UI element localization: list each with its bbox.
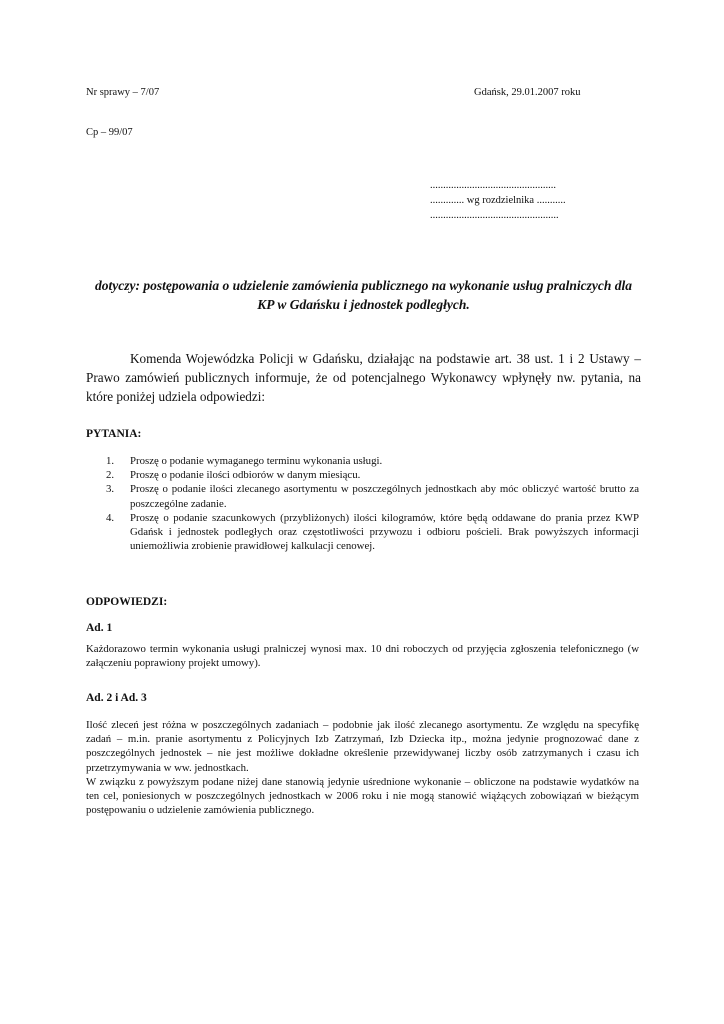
question-number: 2. xyxy=(106,469,115,482)
question-text: Proszę o podanie ilości odbiorów w danym miesiącu. xyxy=(130,469,361,482)
list-item xyxy=(86,482,639,510)
answer-1-text: Każdorazowo termin wykonania usługi pralniczej wynosi max. 10 dni roboczych od przyjęcia zgłoszenia telefonicznego (w załączeniu poprawiony projekt umowy). xyxy=(86,643,639,670)
question-number: 3. xyxy=(106,483,115,496)
distribution-line-1: ................................................ xyxy=(430,180,556,191)
place-and-date: Gdańsk, 29.01.2007 roku xyxy=(474,87,581,98)
list-item xyxy=(86,511,639,554)
list-item xyxy=(86,468,639,482)
distribution-line-2: ............. wg rozdzielnika ........... xyxy=(430,195,566,206)
question-text: Proszę o podanie ilości zlecanego asortymentu w poszczególnych jednostkach aby móc obliczyć wartość brutto za poszczególne zadanie. xyxy=(130,483,639,510)
answer-1-heading: Ad. 1 xyxy=(86,622,113,634)
distribution-line-3: ................................................. xyxy=(430,210,559,221)
questions-heading: PYTANIA: xyxy=(86,428,142,440)
answer-2-3-heading: Ad. 2 i Ad. 3 xyxy=(86,692,147,704)
question-text: Proszę o podanie szacunkowych (przybliżonych) ilości kilogramów, które będą oddawane do prania przez KWP Gdańsk i jednostek podległych oraz częstotliwości przywozu i odbioru pościeli. Brak powyższych informacji uniemożliwia zrobienie prawidłowej kalkulacji cenowej. xyxy=(130,511,639,553)
answer-2-3-paragraph-1: Ilość zleceń jest różna w poszczególnych zadaniach – podobnie jak ilość zlecanego asortymentu. Ze względu na specyfikę zadań – m.in. pranie asortymentu z Policyjnych Izb Zatrzymań, Izb Dziecka itp., można jedynie prognozować dane z poszczególnych jednostek – nie jest możliwe dokładne określenie przewidywanej liczby osób zatrzymanych i czasu ich przetrzymywania w ww. jednostkach. xyxy=(86,719,639,774)
subject-heading: dotyczy: postępowania o udzielenie zamówienia publicznego na wykonanie usług pralniczych dla KP w Gdańsku i jednostek podległych. xyxy=(94,278,633,312)
list-item xyxy=(86,454,639,468)
question-text: Proszę o podanie wymaganego terminu wykonania usługi. xyxy=(130,455,383,467)
answers-heading: ODPOWIEDZI: xyxy=(86,596,168,608)
cp-number: Cp – 99/07 xyxy=(86,127,133,138)
answer-2-3-paragraph-2: W związku z powyższym podane niżej dane stanowią jedynie uśrednione wykonanie – obliczone na podstawie wydatków na ten cel, poniesionych w poszczególnych jednostkach w 2006 roku i nie mogą stanowić wiążących zobowiązań w bieżącym postępowaniu o udzielenie zamówienia publicznego. xyxy=(86,775,639,817)
intro-paragraph: Komenda Wojewódzka Policji w Gdańsku, działając na podstawie art. 38 ust. 1 i 2 Ustawy – Prawo zamówień publicznych informuje, że od potencjalnego Wykonawcy wpłynęły nw. pytania, na które poniżej udziela odpowiedzi: xyxy=(86,351,641,404)
case-number: Nr sprawy – 7/07 xyxy=(86,87,160,98)
question-number: 4. xyxy=(106,511,115,524)
answer-2-3-body xyxy=(86,718,639,817)
question-number: 1. xyxy=(106,455,115,467)
distribution-block xyxy=(430,178,600,223)
questions-list xyxy=(86,454,639,553)
